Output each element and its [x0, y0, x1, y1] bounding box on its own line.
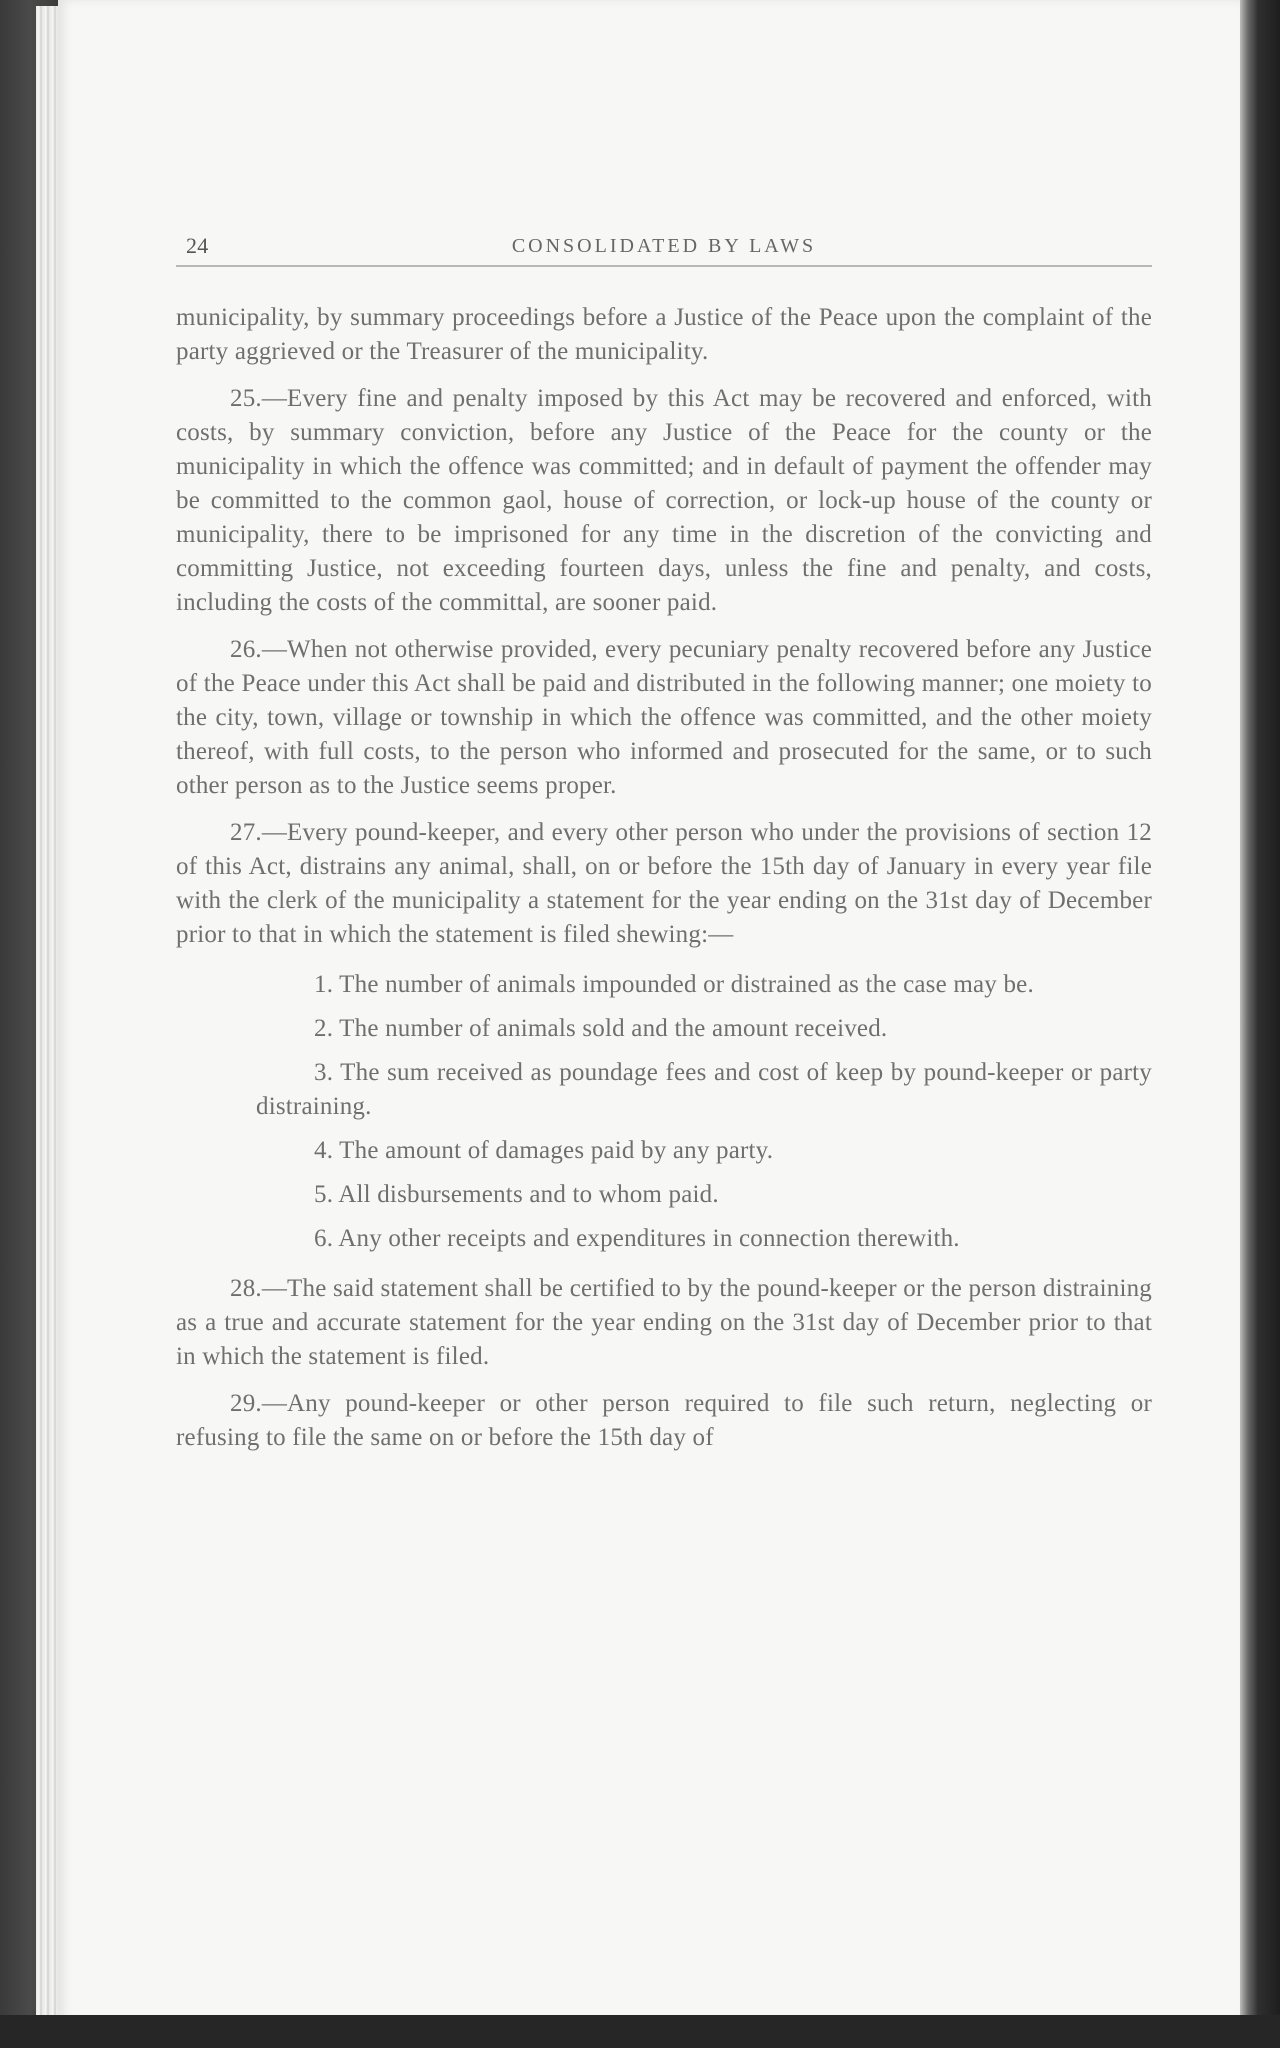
list-item-number: 1.	[314, 971, 334, 998]
list-item-number: 6.	[314, 1225, 334, 1252]
list-item	[176, 1056, 1152, 1124]
running-head	[176, 225, 1152, 267]
list-item	[176, 1178, 1152, 1212]
paragraph-continued: municipality, by summary proceedings before a Justice of the Peace upon the complaint of the party aggrieved or the Treasurer of the municipality.	[176, 304, 1152, 365]
bottom-scan-margin	[0, 2015, 1280, 2048]
list-item-text: All disbursements and to whom paid.	[338, 1181, 719, 1208]
list-item-text: Any other receipts and expenditures in connection therewith.	[338, 1225, 960, 1252]
right-scan-margin	[1240, 0, 1280, 2048]
statement-items-list	[176, 968, 1152, 1256]
list-item-text: The number of animals impounded or distrained as the case may be.	[339, 971, 1034, 998]
running-head-title: CONSOLIDATED BY LAWS	[511, 235, 817, 257]
section-29: 29.—Any pound-keeper or other person required to file such return, neglecting or refusing to file the same on or before the 15th day of	[176, 1390, 1152, 1451]
list-item	[176, 1222, 1152, 1256]
list-item-number: 4.	[314, 1137, 334, 1164]
list-item-number: 5.	[314, 1181, 334, 1208]
list-item	[176, 968, 1152, 1002]
list-item-number: 2.	[314, 1015, 334, 1042]
page-content	[176, 225, 1152, 1468]
page-number: 24	[186, 233, 209, 258]
list-item-number: 3.	[314, 1059, 334, 1086]
section-25: 25.—Every fine and penalty imposed by this Act may be recovered and enforced, with costs, by summary conviction, before any Justice of the Peace for the county or the municipality in which the offence was committed; and in default of payment the offender may be committed to the common gaol, house of correction, or lock-up house of the county or municipality, there to be imprisoned for any time in the discretion of the convicting and committing Justice, not exceeding fourteen days, unless the fine and penalty, and costs, including the costs of the committal, are sooner paid.	[176, 385, 1152, 616]
list-item-text: The amount of damages paid by any party.	[339, 1137, 774, 1164]
section-27: 27.—Every pound-keeper, and every other person who under the provisions of section 12 of this Act, distrains any animal, shall, on or before the 15th day of January in every year file with the clerk of the municipality a statement for the year ending on the 31st day of December prior to that in which the statement is filed shewing:—	[176, 819, 1152, 948]
list-item-text: The number of animals sold and the amount received.	[339, 1015, 888, 1042]
section-28: 28.—The said statement shall be certified to by the pound-keeper or the person distraining as a true and accurate statement for the year ending on the 31st day of December prior to that in which the statement is filed.	[176, 1275, 1152, 1370]
list-item-text: The sum received as poundage fees and cost of keep by pound-keeper or party distraining.	[256, 1059, 1153, 1120]
list-item	[176, 1134, 1152, 1168]
section-26: 26.—When not otherwise provided, every pecuniary penalty recovered before any Justice of the Peace under this Act shall be paid and distributed in the following manner; one moiety to the city, town, village or township in which the offence was committed, and the other moiety thereof, with full costs, to the person who informed and prosecuted for the same, or to such other person as to the Justice seems proper.	[176, 636, 1152, 799]
list-item	[176, 1012, 1152, 1046]
